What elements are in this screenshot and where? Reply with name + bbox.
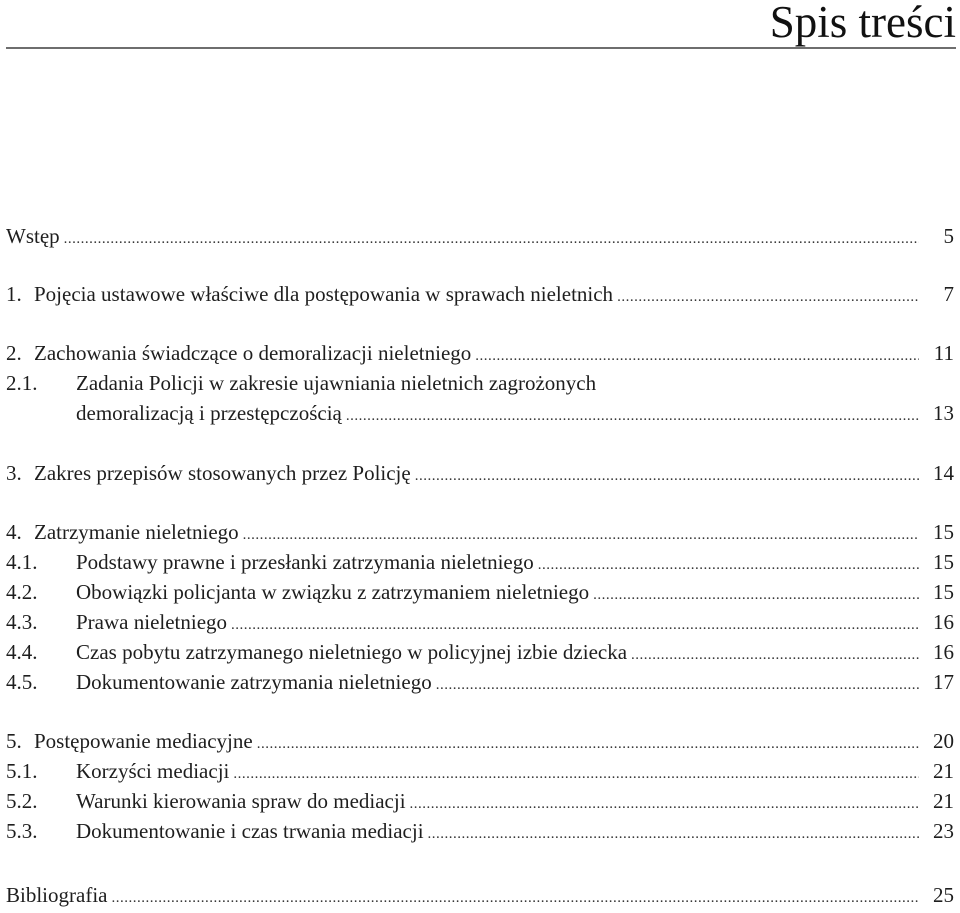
dot-leader: [233, 759, 919, 789]
toc-entry-number: 5.2.: [6, 789, 38, 813]
toc-entry-page: 20: [933, 729, 954, 753]
toc-entry-number: 4.4.: [6, 640, 38, 664]
toc-entry-number: 5.3.: [6, 819, 38, 843]
toc-entry-page: 15: [933, 580, 954, 604]
toc-entry-number: 5.1.: [6, 759, 38, 783]
toc-entry-number: 4.3.: [6, 610, 38, 634]
toc-entry-number: 1.: [6, 282, 22, 306]
dot-leader: [538, 550, 919, 580]
dot-leader: [410, 789, 919, 819]
toc-entry-number: 4.5.: [6, 670, 38, 694]
toc-entry-5-3[interactable]: [0, 816, 954, 846]
dot-leader: [111, 883, 919, 913]
toc-entry-page: 23: [933, 819, 954, 843]
dot-leader: [436, 670, 919, 700]
toc-entry-5-1[interactable]: [0, 756, 954, 786]
toc-entry-title: Zachowania świadczące o demoralizacji nieletniego: [34, 341, 472, 365]
toc-entry-2-1-continuation[interactable]: [0, 398, 954, 428]
toc-entry-title: Zadania Policji w zakresie ujawniania nieletnich zagrożonych: [76, 371, 597, 395]
toc-entry-page: 21: [933, 789, 954, 813]
dot-leader: [428, 819, 919, 849]
toc-entry-title: Obowiązki policjanta w związku z zatrzymaniem nieletniego: [76, 580, 590, 604]
toc-entry-page: 13: [933, 401, 954, 425]
page-title: Spis treści: [769, 0, 956, 47]
toc-entry-4-5[interactable]: [0, 667, 954, 697]
toc-entry-page: 25: [933, 883, 954, 907]
dot-leader: [346, 401, 919, 431]
toc-entry-page: 17: [933, 670, 954, 694]
toc-entry-title: Prawa nieletniego: [76, 610, 228, 634]
toc-entry-number: 2.1.: [6, 371, 38, 395]
toc-entry-4-3[interactable]: [0, 607, 954, 637]
dot-leader: [243, 520, 919, 550]
toc-entry-wstep[interactable]: [0, 221, 954, 251]
dot-leader: [257, 729, 919, 759]
toc-entry-number: 2.: [6, 341, 22, 365]
dot-leader: [617, 282, 919, 312]
dot-leader: [593, 580, 919, 610]
toc-entry-5-2[interactable]: [0, 786, 954, 816]
toc-entry-number: 5.: [6, 729, 22, 753]
toc-entry-title: Podstawy prawne i przesłanki zatrzymania nieletniego: [76, 550, 534, 574]
toc-entry-number: 4.1.: [6, 550, 38, 574]
toc-entry-bibliografia[interactable]: [0, 880, 954, 910]
toc-entry-title: Wstęp: [6, 224, 60, 248]
dot-leader: [415, 461, 919, 491]
toc-entry-title: Bibliografia: [6, 883, 108, 907]
dot-leader: [231, 610, 919, 640]
toc-entry-title: Dokumentowanie zatrzymania nieletniego: [76, 670, 432, 694]
toc-entry-title: demoralizacją i przestępczością: [76, 401, 342, 425]
toc-entry-number: 4.: [6, 520, 22, 544]
toc-entry-3[interactable]: [0, 458, 954, 488]
toc-entry-title: Dokumentowanie i czas trwania mediacji: [76, 819, 424, 843]
toc-entry-page: 15: [933, 520, 954, 544]
toc-entry-4[interactable]: [0, 517, 954, 547]
toc-entry-title: Pojęcia ustawowe właściwe dla postępowania w sprawach nieletnich: [34, 282, 614, 306]
toc-entry-4-1[interactable]: [0, 547, 954, 577]
toc-entry-2[interactable]: [0, 338, 954, 368]
toc-entry-1[interactable]: [0, 279, 954, 309]
dot-leader: [64, 224, 919, 254]
toc-entry-title: Korzyści mediacji: [76, 759, 230, 783]
toc-entry-page: 16: [933, 640, 954, 664]
toc-entry-page: 14: [933, 461, 954, 485]
toc-entry-title: Postępowanie mediacyjne: [34, 729, 253, 753]
toc-entry-title: Zakres przepisów stosowanych przez Policję: [34, 461, 411, 485]
toc-entry-page: 11: [933, 341, 954, 365]
toc-entry-5[interactable]: [0, 726, 954, 756]
title-rule: [6, 47, 956, 49]
toc-entry-4-4[interactable]: [0, 637, 954, 667]
toc-entry-page: 7: [943, 282, 954, 306]
toc-entry-title: Zatrzymanie nieletniego: [34, 520, 239, 544]
toc-entry-title: Czas pobytu zatrzymanego nieletniego w policyjnej izbie dziecka: [76, 640, 628, 664]
toc-entry-page: 15: [933, 550, 954, 574]
toc-entry-title: Warunki kierowania spraw do mediacji: [76, 789, 406, 813]
toc-entry-4-2[interactable]: [0, 577, 954, 607]
toc-entry-number: 3.: [6, 461, 22, 485]
toc-entry-page: 16: [933, 610, 954, 634]
toc-entry-page: 5: [943, 224, 954, 248]
toc-entry-page: 21: [933, 759, 954, 783]
toc-entry-2-1[interactable]: [0, 368, 954, 398]
toc-entry-number: 4.2.: [6, 580, 38, 604]
dot-leader: [631, 640, 919, 670]
dot-leader: [475, 341, 919, 371]
